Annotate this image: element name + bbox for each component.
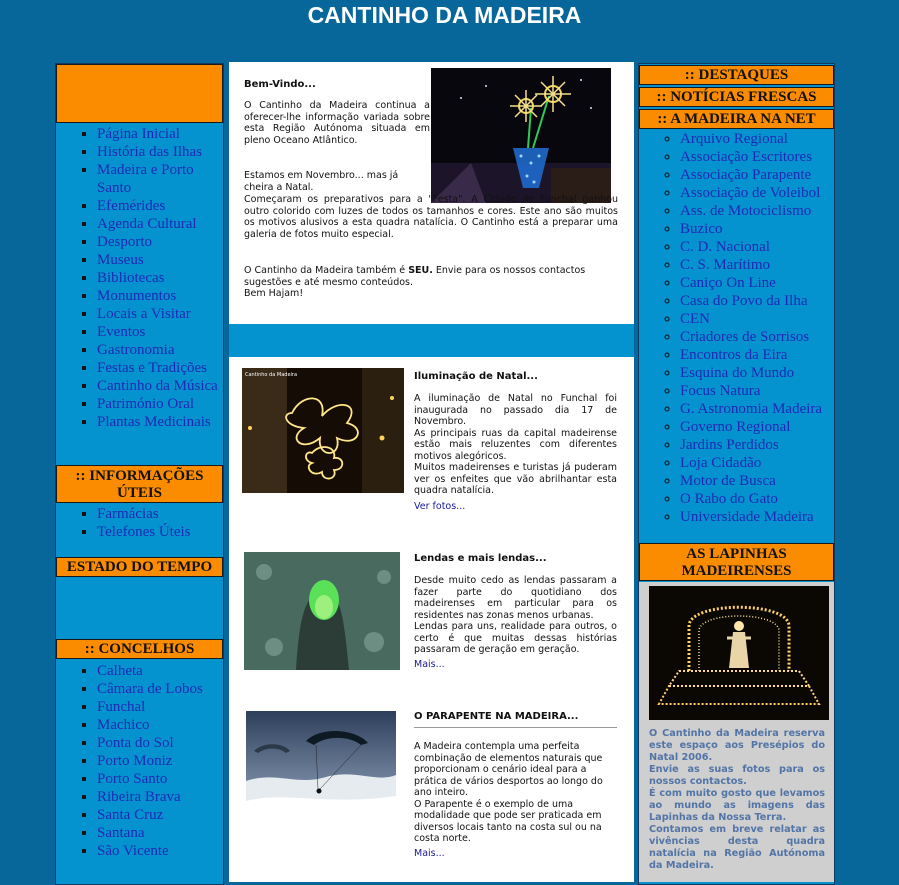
madeira-net-link[interactable]: Motor de Busca: [680, 473, 776, 489]
main-menu-link[interactable]: Madeira e Porto Santo: [97, 162, 194, 196]
madeira-net-link[interactable]: Casa do Povo da Ilha: [680, 293, 808, 309]
concelhos-item[interactable]: [97, 698, 223, 716]
article-3-photo[interactable]: [246, 711, 396, 829]
concelhos-item[interactable]: [97, 680, 223, 698]
concelhos-link[interactable]: Machico: [97, 717, 150, 733]
lapinha-photo[interactable]: [649, 586, 829, 720]
madeira-net-item[interactable]: [680, 130, 834, 148]
main-menu-item[interactable]: [97, 287, 223, 305]
madeira-net-link[interactable]: Associação Parapente: [680, 167, 812, 183]
article-3-divider: [414, 727, 617, 728]
main-menu-link[interactable]: Festas e Tradições: [97, 360, 207, 376]
concelhos-item[interactable]: [97, 752, 223, 770]
concelhos-item[interactable]: [97, 662, 223, 680]
madeira-net-link[interactable]: Encontros da Eira: [680, 347, 788, 363]
main-menu-link[interactable]: Locais a Visitar: [97, 306, 191, 322]
main-menu-item[interactable]: [97, 143, 223, 161]
madeira-net-item[interactable]: [680, 148, 834, 166]
madeira-net-link[interactable]: Arquivo Regional: [680, 131, 788, 147]
lapinhas-text: O Cantinho da Madeira reserva este espaço aos Presépios do Natal 2006. Envie as suas fotos para os nossos contactos. É com muito gosto que levamos ao mundo as imagens das Lapinhas da Nossa Terra. Contamos em breve relatar as vivências desta quadra natalícia na Região Autónoma da Madeira.: [649, 728, 825, 871]
main-menu-item[interactable]: [97, 215, 223, 233]
madeira-net-item[interactable]: [680, 418, 834, 436]
madeira-net-item[interactable]: [680, 274, 834, 292]
madeira-net-item[interactable]: [680, 310, 834, 328]
madeira-net-item[interactable]: [680, 184, 834, 202]
welcome-signoff: Bem Hajam!: [244, 288, 304, 299]
concelhos-item[interactable]: [97, 824, 223, 842]
main-menu-link[interactable]: Museus: [97, 252, 144, 268]
left-banner: [56, 64, 223, 123]
site-title: CANTINHO DA MADEIRA: [307, 2, 582, 28]
article-2-title: Lendas e mais lendas...: [414, 553, 547, 564]
article-2-photo[interactable]: [244, 552, 400, 670]
madeira-net-header: :: A MADEIRA NA NET: [639, 109, 834, 129]
main-menu-item[interactable]: [97, 125, 223, 143]
madeira-net-link[interactable]: Associação de Voleibol: [680, 185, 821, 201]
main-menu-item[interactable]: [97, 269, 223, 287]
concelhos-header: :: CONCELHOS: [56, 639, 223, 659]
madeira-net-link[interactable]: Focus Natura: [680, 383, 761, 399]
madeira-net-item[interactable]: [680, 472, 834, 490]
informacoes-menu: [56, 505, 223, 541]
christmas-lights-photo: [431, 68, 611, 203]
left-sidebar: [55, 63, 224, 885]
madeira-net-link[interactable]: C. S. Marítimo: [680, 257, 771, 273]
concelhos-item[interactable]: [97, 788, 223, 806]
madeira-net-item[interactable]: [680, 364, 834, 382]
concelhos-link[interactable]: Porto Moniz: [97, 753, 173, 769]
madeira-net-item[interactable]: [680, 328, 834, 346]
main-menu-link[interactable]: Efemérides: [97, 198, 166, 214]
concelhos-item[interactable]: [97, 716, 223, 734]
informacoes-link[interactable]: Farmácias: [97, 506, 159, 522]
main-menu-item[interactable]: [97, 359, 223, 377]
concelhos-item[interactable]: [97, 842, 223, 860]
welcome-p3-bold: SEU.: [408, 265, 433, 276]
main-menu-link[interactable]: Monumentos: [97, 288, 177, 304]
concelhos-menu: [56, 662, 223, 860]
noticias-header[interactable]: :: NOTÍCIAS FRESCAS: [639, 87, 834, 107]
madeira-net-item[interactable]: [680, 454, 834, 472]
concelhos-link[interactable]: São Vicente: [97, 843, 169, 859]
concelhos-link[interactable]: Ribeira Brava: [97, 789, 181, 805]
main-menu-item[interactable]: [97, 161, 223, 197]
informacoes-link[interactable]: Telefones Úteis: [97, 524, 191, 540]
madeira-net-link[interactable]: CEN: [680, 311, 710, 327]
madeira-net-item[interactable]: [680, 202, 834, 220]
madeira-net-link[interactable]: Ass. de Motociclismo: [680, 203, 812, 219]
madeira-net-item[interactable]: [680, 238, 834, 256]
destaques-header[interactable]: :: DESTAQUES: [639, 65, 834, 85]
informacoes-item[interactable]: [97, 505, 223, 523]
concelhos-link[interactable]: Ponta do Sol: [97, 735, 174, 751]
main-menu-item[interactable]: [97, 197, 223, 215]
informacoes-item[interactable]: [97, 523, 223, 541]
madeira-net-item[interactable]: [680, 256, 834, 274]
center-divider-bar: [229, 324, 634, 357]
main-menu-link[interactable]: Bibliotecas: [97, 270, 165, 286]
main-menu-item[interactable]: [97, 341, 223, 359]
welcome-paragraph-2a: Estamos em Novembro... mas já cheira a Natal.: [244, 170, 399, 193]
estado-tempo-header: ESTADO DO TEMPO: [56, 557, 223, 577]
concelhos-item[interactable]: [97, 734, 223, 752]
concelhos-link[interactable]: Porto Santo: [97, 771, 168, 787]
main-menu-item[interactable]: [97, 305, 223, 323]
right-sidebar: [638, 63, 835, 885]
main-content: [229, 62, 634, 882]
madeira-net-link[interactable]: Buzico: [680, 221, 723, 237]
welcome-paragraph-3: [244, 265, 618, 300]
main-menu-item[interactable]: [97, 251, 223, 269]
main-menu-item[interactable]: [97, 377, 223, 395]
madeira-net-link[interactable]: Caniço On Line: [680, 275, 776, 291]
article-3-link[interactable]: Mais...: [414, 848, 445, 859]
weather-widget-area: [56, 578, 223, 638]
madeira-net-item[interactable]: [680, 436, 834, 454]
article-1-title: Iluminação de Natal...: [414, 371, 538, 382]
article-3-body: A Madeira contempla uma perfeita combinação de elementos naturais que proporcionam o cenário ideal para a prática de vários desportos ao longo do ano inteiro. O Parapente é o exemplo de uma modalidade que pode ser praticada em diversos locais tanto na costa sul ou na costa norte.: [414, 741, 603, 844]
madeira-net-link[interactable]: O Rabo do Gato: [680, 491, 778, 507]
madeira-net-item[interactable]: [680, 508, 834, 526]
madeira-net-item[interactable]: [680, 346, 834, 364]
main-menu-item[interactable]: [97, 413, 223, 431]
main-menu-link[interactable]: Plantas Medicinais: [97, 414, 211, 430]
main-menu-link[interactable]: Agenda Cultural: [97, 216, 197, 232]
main-menu-item[interactable]: [97, 323, 223, 341]
madeira-net-item[interactable]: [680, 382, 834, 400]
madeira-net-link[interactable]: G. Astronomia Madeira: [680, 401, 823, 417]
concelhos-item[interactable]: [97, 770, 223, 788]
welcome-paragraph-2b: Começaram os preparativos para a "Festa". A Cidade do Funchal ganhou outro colorido com luzes de todos os tamanhos e cores. Este ano são muitos os motivos alusivos a esta quadra natalícia. O Cantinho está a preparar uma galeria de fotos muito especial.: [244, 194, 618, 240]
main-menu-link[interactable]: Gastronomia: [97, 342, 175, 358]
concelhos-link[interactable]: Funchal: [97, 699, 146, 715]
main-menu-link[interactable]: Cantinho da Música: [97, 378, 218, 394]
welcome-paragraph-1: O Cantinho da Madeira continua a oferecer-lhe informação variada sobre esta Região Autónoma situada em pleno Oceano Atlântico.: [244, 100, 430, 146]
article-2-link[interactable]: Mais...: [414, 659, 445, 670]
welcome-p3-rest: Envie para os nossos contactos sugestões e até mesmo conteúdos.: [244, 265, 586, 288]
concelhos-link[interactable]: Santa Cruz: [97, 807, 164, 823]
article-1-link[interactable]: Ver fotos...: [414, 501, 466, 512]
lapinhas-header: AS LAPINHAS MADEIRENSES: [639, 543, 834, 581]
main-menu-link[interactable]: Desporto: [97, 234, 152, 250]
madeira-net-link[interactable]: Governo Regional: [680, 419, 791, 435]
main-menu-link[interactable]: História das Ilhas: [97, 144, 202, 160]
madeira-net-link[interactable]: Criadores de Sorrisos: [680, 329, 810, 345]
madeira-net-item[interactable]: [680, 292, 834, 310]
madeira-net-link[interactable]: Associação Escritores: [680, 149, 813, 165]
main-menu-link[interactable]: Eventos: [97, 324, 146, 340]
concelhos-item[interactable]: [97, 806, 223, 824]
madeira-net-item[interactable]: [680, 400, 834, 418]
madeira-net-link[interactable]: Loja Cidadão: [680, 455, 762, 471]
concelhos-link[interactable]: Calheta: [97, 663, 143, 679]
article-1-body: A iluminação de Natal no Funchal foi inaugurada no passado dia 17 de Novembro. As principais ruas da capital madeirense estão mais reluzentes com diferentes motivos alegóricos. Muitos madeirenses e turistas já puderam ver os enfeites que vão abrilhantar esta quadra natalícia.: [414, 393, 617, 496]
informacoes-header: :: INFORMAÇÕES ÚTEIS: [56, 465, 223, 503]
main-menu-item[interactable]: [97, 395, 223, 413]
article-3-title: O PARAPENTE NA MADEIRA...: [414, 711, 579, 722]
article-2-body: Desde muito cedo as lendas passaram a fazer parte do quotidiano dos madeirenses em particular para os residentes nas zonas menos urbanas. Lendas para uns, realidade para outros, o certo é que muitas dessas histórias passaram de geração em geração.: [414, 575, 617, 655]
madeira-net-link[interactable]: Universidade Madeira: [680, 509, 814, 525]
main-menu-item[interactable]: [97, 233, 223, 251]
madeira-net-link[interactable]: Esquina do Mundo: [680, 365, 795, 381]
article-1-photo[interactable]: [242, 368, 404, 493]
madeira-net-item[interactable]: [680, 166, 834, 184]
main-menu-link[interactable]: Património Oral: [97, 396, 195, 412]
madeira-net-link[interactable]: Jardins Perdidos: [680, 437, 779, 453]
main-menu-link[interactable]: Página Inicial: [97, 126, 180, 142]
madeira-net-link[interactable]: C. D. Nacional: [680, 239, 770, 255]
madeira-net-item[interactable]: [680, 490, 834, 508]
madeira-net-item[interactable]: [680, 220, 834, 238]
welcome-p3-text: O Cantinho da Madeira também é: [244, 265, 409, 276]
main-menu: [56, 125, 223, 431]
welcome-title: Bem-Vindo...: [244, 79, 316, 90]
article-1-photo-caption: Cantinho da Madeira: [245, 372, 298, 378]
concelhos-link[interactable]: Santana: [97, 825, 145, 841]
concelhos-link[interactable]: Câmara de Lobos: [97, 681, 203, 697]
madeira-net-links: [639, 130, 834, 526]
